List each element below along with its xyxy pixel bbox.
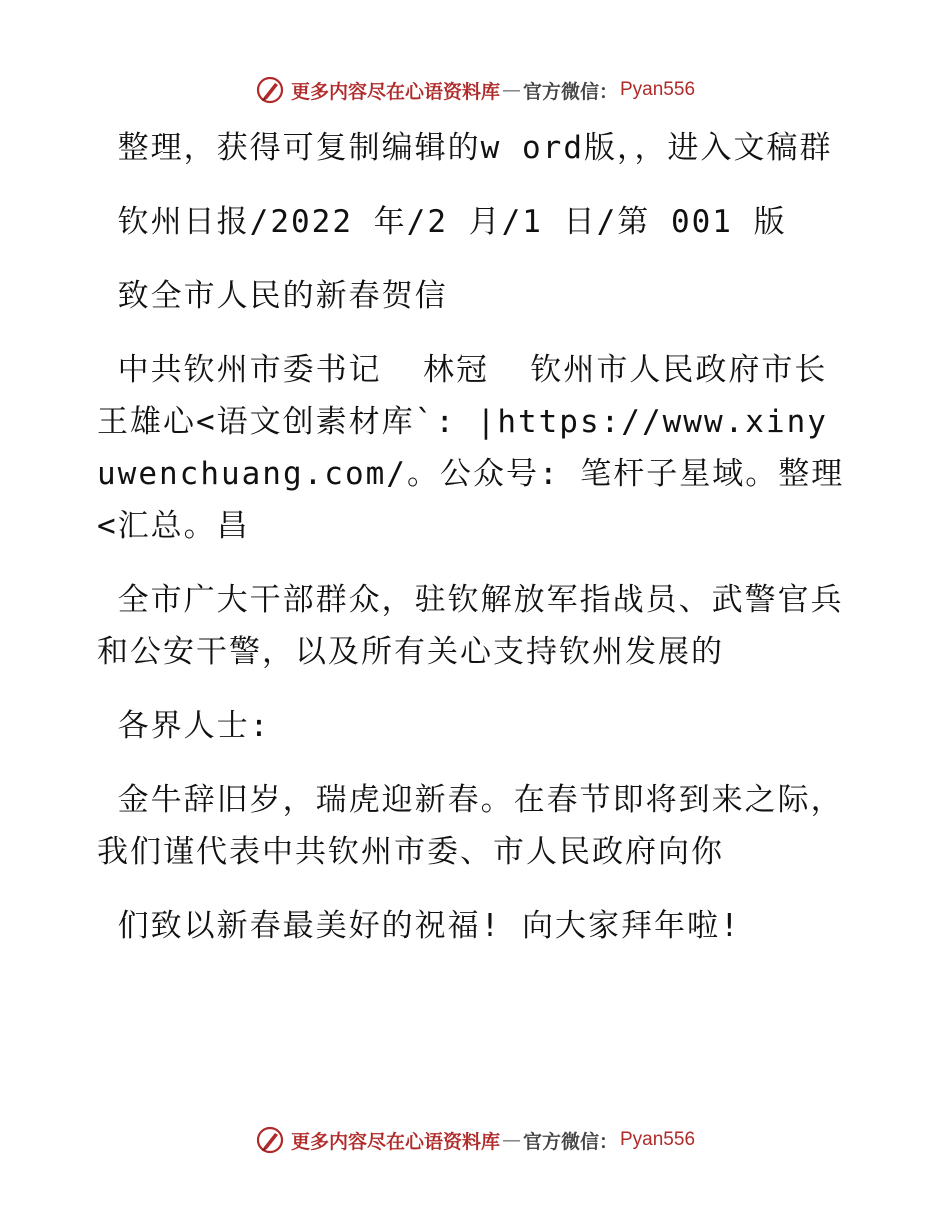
banner-wechat-id: Pyan556 <box>620 1129 696 1150</box>
paragraph-salutation-end: 各界人士: <box>97 708 271 744</box>
paragraph-body-2: 们致以新春最美好的祝福! 向大家拜年啦! <box>97 908 741 944</box>
paragraph-title: 致全市人民的新春贺信 <box>97 278 448 314</box>
banner-wechat-id: Pyan556 <box>620 79 696 100</box>
paragraph-salutation: 全市广大干部群众，驻钦解放军指战员、武警官兵和公安干警，以及所有关心支持钦州发展的 <box>97 582 844 670</box>
paragraph-authors: 中共钦州市委书记 林冠 钦州市人民政府市长王雄心<语文创素材库`: |https://www.xinyuwenchuang.com/。公众号: 笔杆子星域。整理<汇总。昌 <box>97 352 845 544</box>
quill-logo-icon <box>255 75 285 105</box>
document-body <box>97 122 847 974</box>
banner-separator: — <box>501 79 521 101</box>
banner-separator: — <box>501 1129 521 1151</box>
paragraph-body-1: 金牛辞旧岁，瑞虎迎新春。在春节即将到来之际，我们谨代表中共钦州市委、市人民政府向你 <box>97 782 844 870</box>
paragraph-source-line: 钦州日报/2022 年/2 月/1 日/第 001 版 <box>97 204 787 240</box>
quill-logo-icon <box>255 1125 285 1155</box>
footer-watermark-banner <box>0 1120 950 1160</box>
banner-wechat-label: 官方微信： <box>522 1130 618 1153</box>
banner-wechat-label: 官方微信： <box>522 80 618 103</box>
paragraph-intro-note: 整理，获得可复制编辑的w ord版，，进入文稿群 <box>97 130 833 166</box>
banner-text: 更多内容尽在心语资料库 <box>290 1130 500 1153</box>
header-watermark-banner <box>0 70 950 110</box>
banner-text: 更多内容尽在心语资料库 <box>290 80 500 103</box>
